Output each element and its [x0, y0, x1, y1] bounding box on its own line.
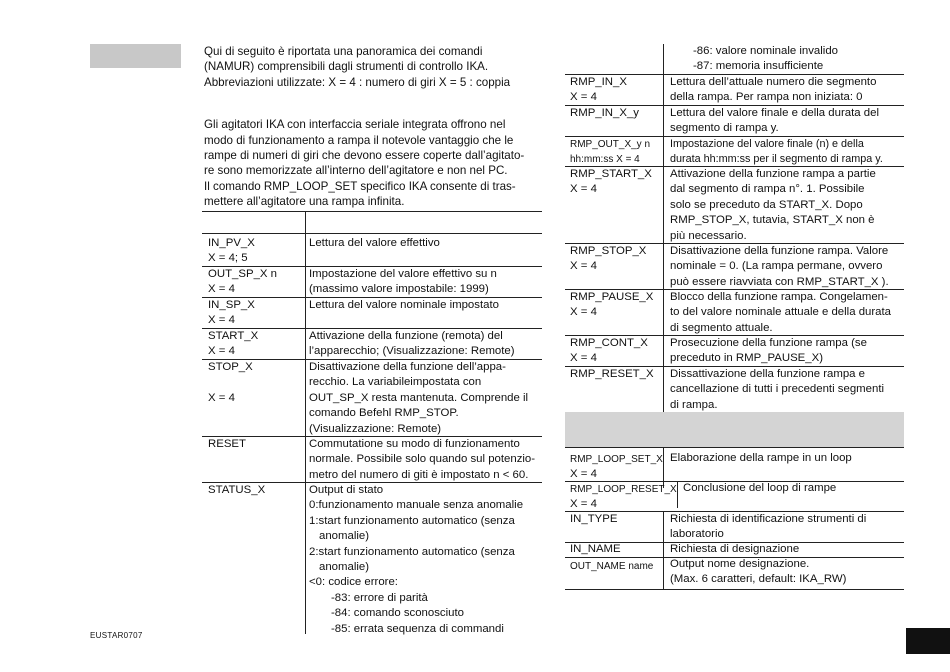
cmd-line: START_X — [208, 330, 259, 342]
desc-line: Lettura del valore nominale impostato — [309, 299, 499, 311]
desc-line: -83: errore di parità — [331, 591, 428, 604]
cmd-line: X = 4 — [570, 306, 597, 319]
cmd-line: X = 4 — [570, 498, 597, 511]
table-row-command — [570, 559, 653, 574]
row-rule — [565, 447, 904, 448]
desc-line: anomalie) — [319, 561, 370, 574]
table-row-command — [208, 437, 246, 452]
desc-line: Lettura del valore effettivo — [309, 237, 440, 249]
cmd-line: OUT_SP_X n — [208, 268, 278, 280]
table-row-command — [208, 483, 265, 498]
row-rule — [565, 589, 904, 590]
cmd-line: RESET — [208, 438, 246, 450]
cmd-line: RMP_START_X — [570, 168, 652, 180]
table-top-rule — [202, 211, 542, 212]
cmd-line: STATUS_X — [208, 484, 266, 496]
cmd-line: RMP_RESET_X — [570, 368, 654, 380]
table-column-divider — [663, 44, 664, 412]
desc-line: -84: comando sconosciuto — [331, 607, 464, 620]
cmd-line: X = 4 — [208, 283, 235, 296]
desc-line: Lettura del valore finale e della durata del — [670, 107, 879, 119]
desc-line: della rampa. Per rampa non iniziata: 0 — [670, 91, 863, 104]
desc-line: Elaborazione della rampe in un loop — [670, 452, 852, 464]
desc-line: di segmento attuale. — [670, 321, 773, 334]
table-row-description — [309, 329, 515, 360]
text-line: mettere all’agitatore una rampa infinita. — [204, 195, 405, 209]
cmd-line: RMP_LOOP_RESET_X — [570, 484, 677, 495]
table-row-description — [670, 542, 799, 557]
cmd-line: hh:mm:ss X = 4 — [570, 154, 640, 166]
table-row-description — [670, 336, 867, 367]
desc-line: recchio. La variabileimpostata con — [309, 376, 482, 389]
desc-line: di rampa. — [670, 398, 718, 411]
desc-line: Conclusione del loop di rampe — [683, 482, 837, 494]
table-row-description — [670, 367, 884, 413]
desc-line: Commutatione su modo di funzionamento — [309, 438, 520, 450]
table-row-description — [670, 451, 852, 466]
desc-line: OUT_SP_X resta mantenuta. Comprende il — [309, 391, 529, 404]
table-row-command — [570, 542, 621, 557]
cmd-line: X = 4 — [208, 345, 235, 358]
desc-line: solo se preceduto da START_X. Dopo — [670, 198, 863, 211]
desc-line: preceduto in RMP_PAUSE_X) — [670, 352, 823, 365]
text-line: rampe di numeri di giri che devono essere coperte dall’agitato- — [204, 149, 525, 163]
cmd-line: X = 4 — [208, 391, 235, 404]
cmd-line: RMP_IN_X_y — [570, 107, 640, 119]
cmd-line: RMP_LOOP_SET_X — [570, 454, 663, 465]
table-row-command — [570, 367, 654, 382]
cmd-line: STOP_X — [208, 361, 253, 373]
text-line: re sono memorizzate all’interno dell’agitatore e non nel PC. — [204, 164, 508, 178]
table-header-rule — [202, 233, 542, 234]
text-line: modo di funzionamento a rampa il notevole vantaggio che le — [204, 133, 514, 147]
table-row-command — [570, 137, 650, 168]
desc-line: Disattivazione della funzione dell’appa- — [309, 361, 506, 373]
cmd-line: IN_PV_X — [208, 237, 255, 249]
desc-line: Dissattivazione della funzione rampa e — [670, 368, 866, 380]
table-column-divider — [305, 211, 306, 634]
table-row-description — [683, 481, 836, 496]
desc-line: Blocco della funzione rampa. Congelamen- — [670, 291, 888, 303]
desc-line: -85: errata sequenza di commandi — [331, 622, 504, 635]
table-row-command — [570, 452, 663, 483]
table-row-description — [309, 236, 440, 251]
cmd-line: X = 4 — [570, 183, 597, 196]
table-row-description — [670, 137, 883, 168]
table-row-command — [570, 244, 646, 275]
page-tab-black — [906, 628, 950, 654]
table-row-command — [570, 336, 648, 367]
desc-line: Disattivazione della funzione rampa. Valore — [670, 245, 889, 257]
cmd-line: RMP_STOP_X — [570, 245, 647, 257]
desc-line: 1:start funzionamento automatico (senza — [309, 514, 515, 527]
desc-line: può essere riavviata con RMP_START_X ). — [670, 275, 889, 288]
desc-line: -87: memoria insufficiente — [693, 60, 824, 73]
table-row-command — [208, 236, 255, 267]
table-column-divider — [677, 481, 678, 508]
desc-line: (Max. 6 caratteri, default: IKA_RW) — [670, 573, 847, 586]
table-row-description — [670, 167, 876, 244]
table-row-command — [570, 290, 653, 321]
cmd-line: OUT_NAME name — [570, 561, 654, 572]
desc-line: segmento di rampa y. — [670, 122, 779, 135]
desc-line: Output di stato — [309, 484, 384, 496]
table-column-divider — [663, 511, 664, 589]
desc-line: nominale = 0. (La rampa permane, ovvero — [670, 260, 883, 273]
desc-line: dal segmento di rampa n°. 1. Possibile — [670, 183, 865, 196]
table-row-description — [309, 267, 497, 298]
desc-line: durata hh:mm:ss per il segmento di rampa y. — [670, 153, 883, 166]
table-row-command — [208, 329, 258, 360]
desc-line: laboratorio — [670, 528, 724, 541]
cmd-line: X = 4; 5 — [208, 252, 248, 265]
table-row-description — [670, 106, 879, 137]
cmd-spacer — [208, 375, 253, 390]
desc-line: Prosecuzione della funzione rampa (se — [670, 337, 867, 349]
table-row-description — [670, 75, 876, 106]
desc-line: l’apparecchio; (Visualizzazione: Remote) — [309, 345, 515, 358]
cmd-line: X = 4 — [570, 91, 597, 104]
desc-line: (massimo valore impostabile: 1999) — [309, 283, 489, 296]
desc-line: anomalie) — [319, 530, 370, 543]
table-row-description — [309, 483, 523, 637]
table-row-description — [670, 290, 891, 336]
desc-line: Impostazione del valore effettivo su n — [309, 268, 497, 280]
desc-line: Output nome designazione. — [670, 558, 810, 570]
cmd-line: X = 4 — [570, 468, 597, 481]
table-row-description — [670, 512, 866, 543]
cmd-line: RMP_IN_X — [570, 76, 627, 88]
desc-line: normale. Possibile solo quando sul potenzio- — [309, 453, 536, 466]
table-row-command — [208, 360, 253, 406]
text-line: (NAMUR) comprensibili dagli strumenti di controllo IKA. — [204, 60, 489, 74]
desc-line: Attivazione della funzione (remota) del — [309, 330, 503, 342]
table-row-description — [670, 557, 846, 588]
table-row-command — [570, 75, 627, 106]
desc-line: (Visualizzazione: Remote) — [309, 422, 442, 435]
table-row-command — [570, 512, 617, 527]
text-line: Qui di seguito è riportata una panoramica dei comandi — [204, 45, 483, 58]
text-line: Abbreviazioni utilizzate: X = 4 : numero di giri X = 5 : coppia — [204, 75, 511, 89]
desc-line: Richiesta di identificazione strumenti di — [670, 513, 867, 525]
desc-line: RMP_STOP_X, tutavia, START_X non è — [670, 214, 875, 227]
cmd-line: X = 4 — [570, 352, 597, 365]
desc-line: più necessario. — [670, 229, 747, 242]
text-line: Gli agitatori IKA con interfaccia seriale integrata offrono nel — [204, 118, 506, 132]
desc-line: Attivazione della funzione rampa a partie — [670, 168, 876, 180]
section-band-gray — [565, 412, 904, 447]
cmd-line: RMP_CONT_X — [570, 337, 648, 349]
desc-line: metro del numero di giti è impostato n < 60. — [309, 468, 529, 481]
table-row-description — [309, 298, 499, 313]
cmd-line: RMP_OUT_X_y n — [570, 139, 651, 150]
desc-line: <0: codice errore: — [309, 576, 398, 589]
table-row-command — [570, 482, 677, 513]
cmd-line: IN_TYPE — [570, 513, 618, 525]
footer-code: EUSTAR0707 — [90, 631, 143, 640]
desc-line: Richiesta di designazione — [670, 543, 800, 555]
table-row-description — [670, 244, 889, 290]
cmd-line: X = 4 — [570, 260, 597, 273]
cmd-line: IN_SP_X — [208, 299, 255, 311]
desc-line: -86: valore nominale invalido — [693, 45, 838, 57]
cmd-line: IN_NAME — [570, 543, 621, 555]
table-row-description — [309, 437, 535, 483]
desc-line: Impostazione del valore finale (n) e della — [670, 138, 864, 150]
desc-line: 2:start funzionamento automatico (senza — [309, 545, 515, 558]
text-line: Il comando RMP_LOOP_SET specifico IKA consente di tras- — [204, 179, 516, 193]
table-row-command — [570, 106, 639, 121]
cmd-line: RMP_PAUSE_X — [570, 291, 654, 303]
table-row-description — [309, 360, 528, 437]
cmd-line: X = 4 — [208, 314, 235, 327]
desc-line: comando Befehl RMP_STOP. — [309, 407, 459, 420]
intro-paragraph-1 — [204, 44, 542, 90]
intro-paragraph-2 — [204, 117, 542, 209]
table-row-command — [208, 298, 255, 329]
desc-line: cancellazione di tutti i precedenti segmenti — [670, 383, 885, 396]
intro-text — [204, 44, 542, 210]
section-tab-gray — [90, 44, 181, 68]
desc-line: to del valore nominale attuale e della durata — [670, 306, 891, 319]
status-codes-continued — [693, 44, 838, 75]
desc-line: Lettura dell’attuale numero die segmento — [670, 76, 877, 88]
table-row-command — [208, 267, 277, 298]
desc-line: 0:funzionamento manuale senza anomalie — [309, 499, 524, 512]
table-row-command — [570, 167, 652, 198]
